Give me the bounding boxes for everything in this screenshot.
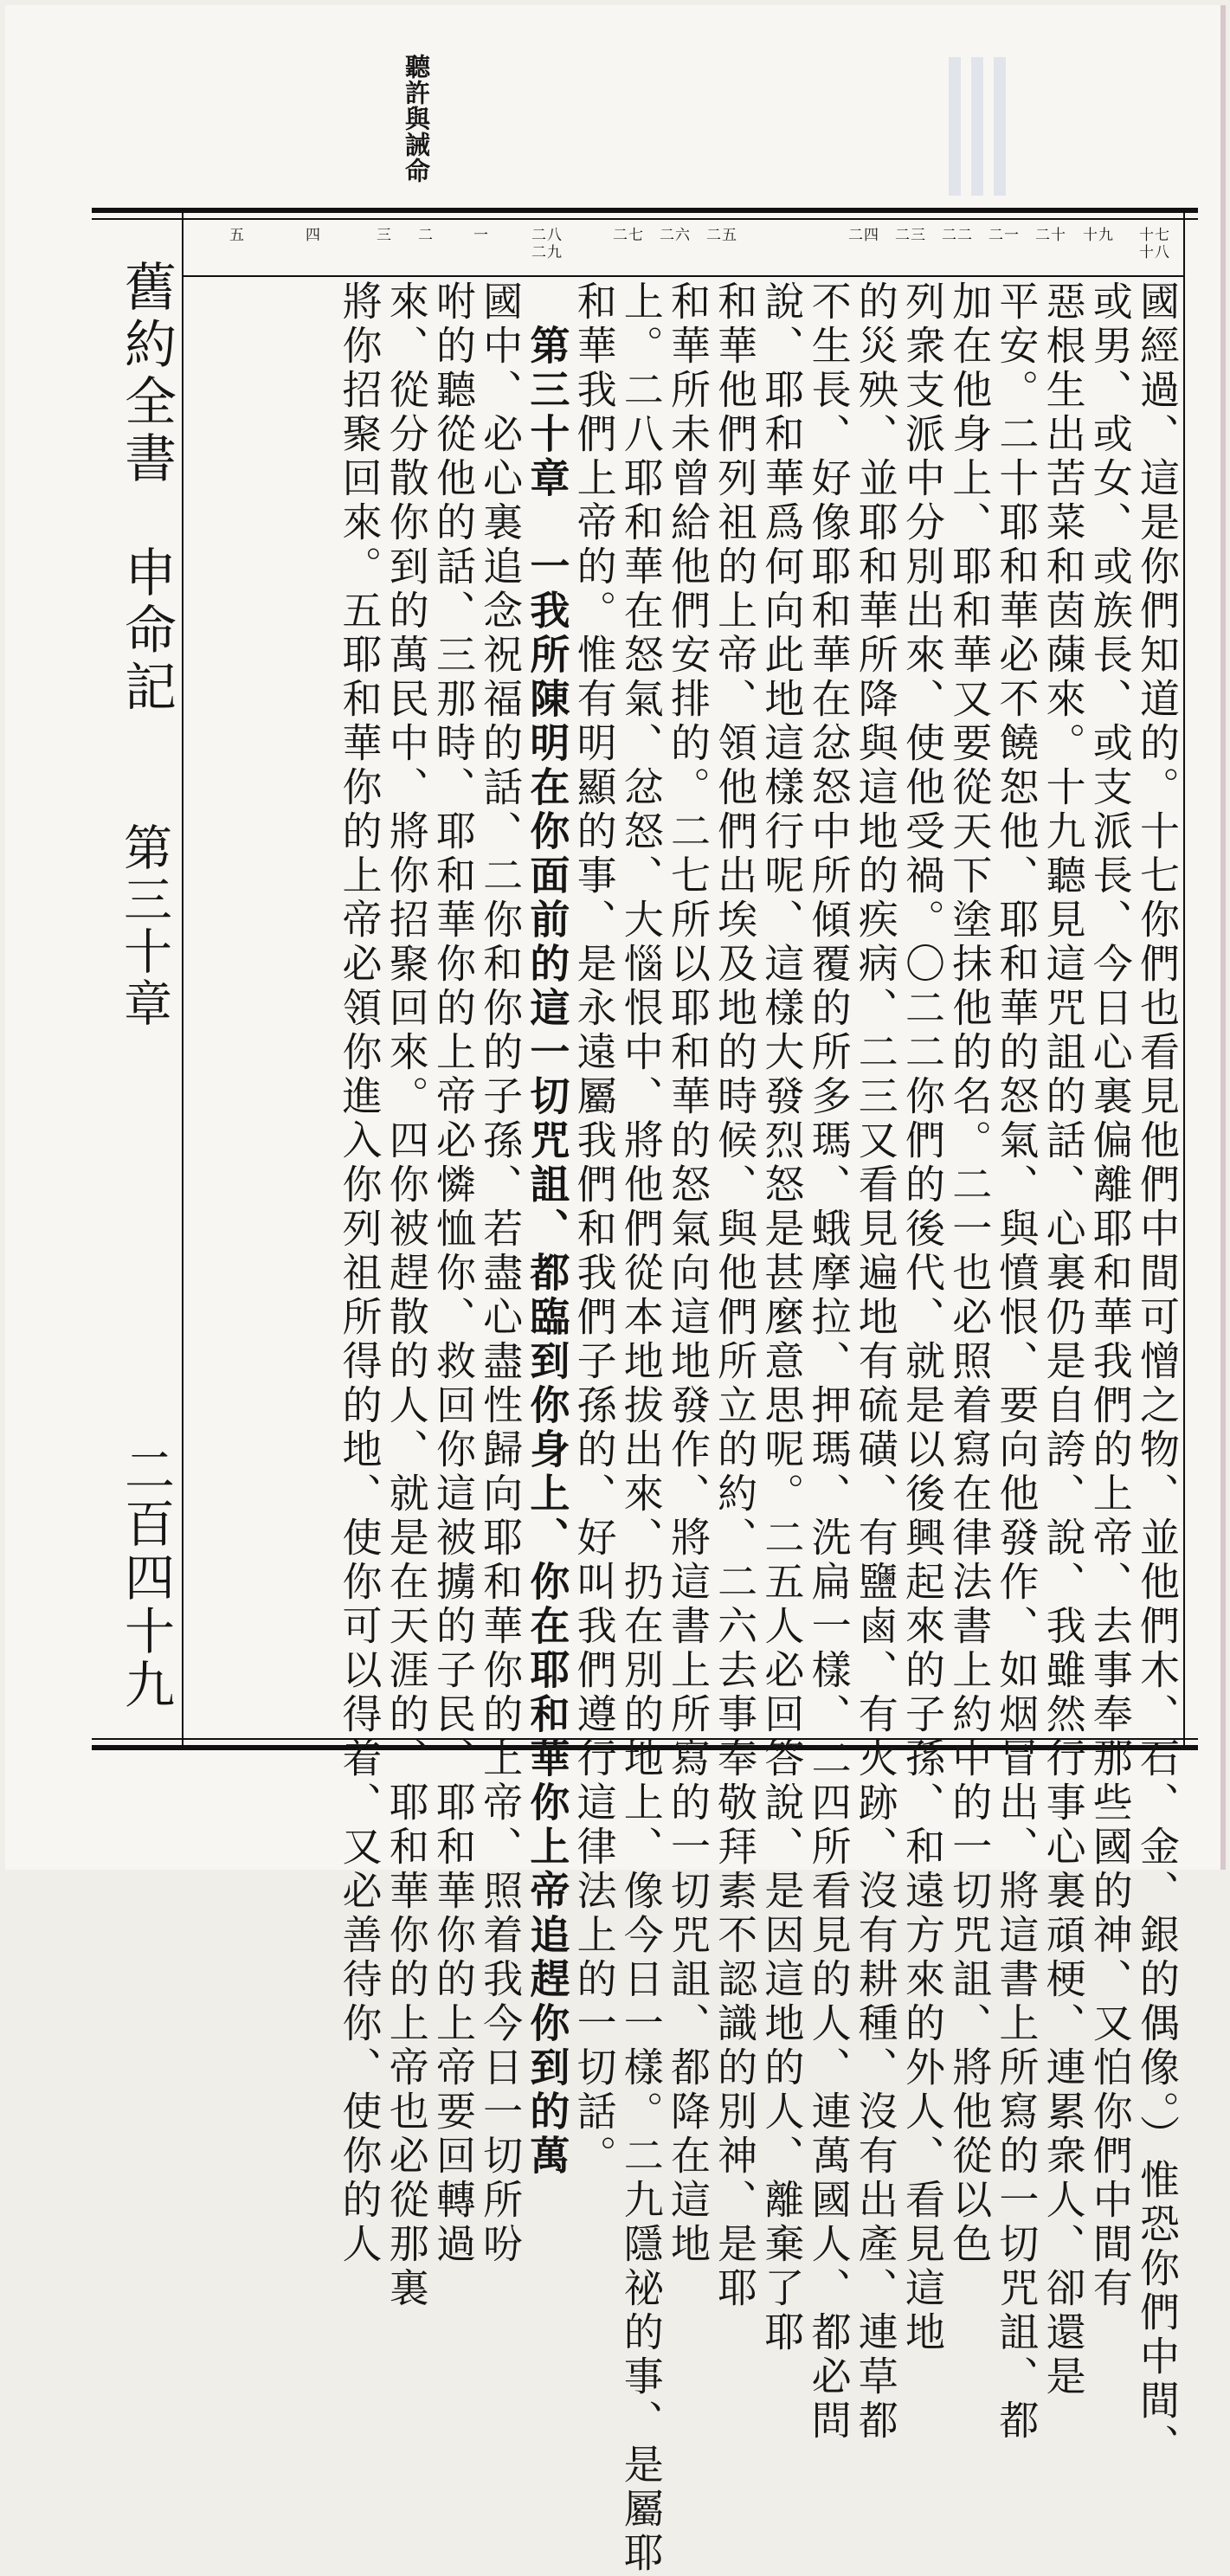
text-column: 國中、必心裏追念祝福的話、二你和你的子孫、若盡心盡性歸向耶和華你的上帝、照着我今日一切所吩 [477,280,525,2267]
text-column: 或男、或女、或族長、或支派長、今日心裏偏離耶和華我們的上帝、去事奉那些國的神、又怕你們中間有 [1086,280,1134,2311]
text-column: 咐的聽從他的話、三那時、耶和華你的上帝必憐恤你、救回你這被擄的子民、耶和華你的上帝要回轉過 [429,280,477,2267]
verse-number: 二十 [1035,227,1066,244]
text-column: 國經過、這是你們知道的。十七你們也看見他們中間可憎之物、並他們木、石、金、銀的偶像。）惟恐你們中間、 [1134,280,1181,2468]
text-column: 第三十章 一我所陳明在你面前的這一切咒詛、都臨到你身上、你在耶和華你上帝追趕你到的萬 [524,280,571,2179]
verse-number: 二三 [895,227,926,244]
text-column: 惡根生出苦菜和茵蔯來。十九聽見這咒詛的話、心裏仍是自誇、說、我雖然行事心裏頑梗、連累衆人、卻還是 [1040,280,1087,2399]
text-column: 的災殃、並耶和華所降與這地的疾病、二三又看見遍地有硫磺、有鹽鹵、有火跡、沒有耕種、沒有出產、連草都 [852,280,899,2444]
text-column: 加在他身上、耶和華又要從天下塗抹他的名。二一也必照着寫在律法書上約中的一切咒詛、將他從以色 [946,280,994,2267]
verse-number: 五 [229,227,245,244]
text-column: 上。二八耶和華在怒氣、忿怒、大惱恨中、將他們從本地拔出來、扔在別的地上、像今日一樣。二九隱祕的事、是屬耶 [617,280,665,2576]
verse-number: 二八 二九 [531,227,563,261]
verse-number: 二四 [848,227,879,244]
text-column: 不生長、好像耶和華在忿怒中所傾覆的所多瑪、蛾摩拉、押瑪、洗扁一樣、二四所看見的人、連萬國人、都必問 [805,280,853,2444]
verse-number: 十七 十八 [1139,227,1170,261]
verse-number: 二五 [706,227,737,244]
text-column: 平安。二十耶和華必不饒恕他、耶和華的怒氣、與憤恨、要向他發作、如烟冒出、將這書上所寫的一切咒詛、都 [993,280,1040,2444]
verse-number: 三 [377,227,392,244]
text-column: 列衆支派中分別出來、使他受禍。〇二二你們的後代、就是以後興起來的子孫、和遠方來的外人、看見這地 [898,280,946,2355]
scripture-text [184,280,1181,2576]
running-header: 聽許與誡命 [402,54,431,184]
verse-number-row [182,222,1183,277]
verse-number: 十九 [1083,227,1114,244]
text-column: 和華他們列祖的上帝、領他們出埃及地的時候、與他們所立的約、二六去事奉敬拜素不認識的別神、是耶 [712,280,759,2311]
verse-number: 二 [418,227,434,244]
text-column: 說、耶和華爲何向此地這樣行呢、這樣大發烈怒是甚麼意思呢。二五人必回答說、是因這地的人、離棄了耶 [758,280,806,2355]
text-column: 將你招聚回來。五耶和華你的上帝必領你進入你列祖所得的地、使你可以得着、又必善待你、使你的人 [336,280,383,2267]
chapter-label: 第三十章 [116,822,172,1030]
verse-number: 一 [473,227,489,244]
verse-number: 二二 [942,227,973,244]
book-title: 舊約全書 申命記 [116,260,177,717]
verse-number: 二一 [989,227,1020,244]
frame-right-rule [1183,213,1185,1745]
text-column: 來、從分散你到的萬民中、將你招聚回來。四你被趕散的人、就是在天涯的、耶和華你的上帝也必從那裏 [383,280,430,2311]
verse-number: 二六 [660,227,691,244]
text-column: 和華我們上帝的。惟有明顯的事、是永遠屬我們和我們子孫的、好叫我們遵行這律法上的一切話。 [570,280,618,2179]
page-number: 二百四十九 [116,1444,175,1712]
verse-number: 二七 [613,227,644,244]
left-margin [93,260,180,1740]
bleed-through-mark [949,57,1009,196]
verse-number: 四 [306,227,321,244]
text-column: 和華所未曾給他們安排的。二七所以耶和華的怒氣向這地發作、將這書上所寫的一切咒詛、都降在這地 [664,280,712,2267]
